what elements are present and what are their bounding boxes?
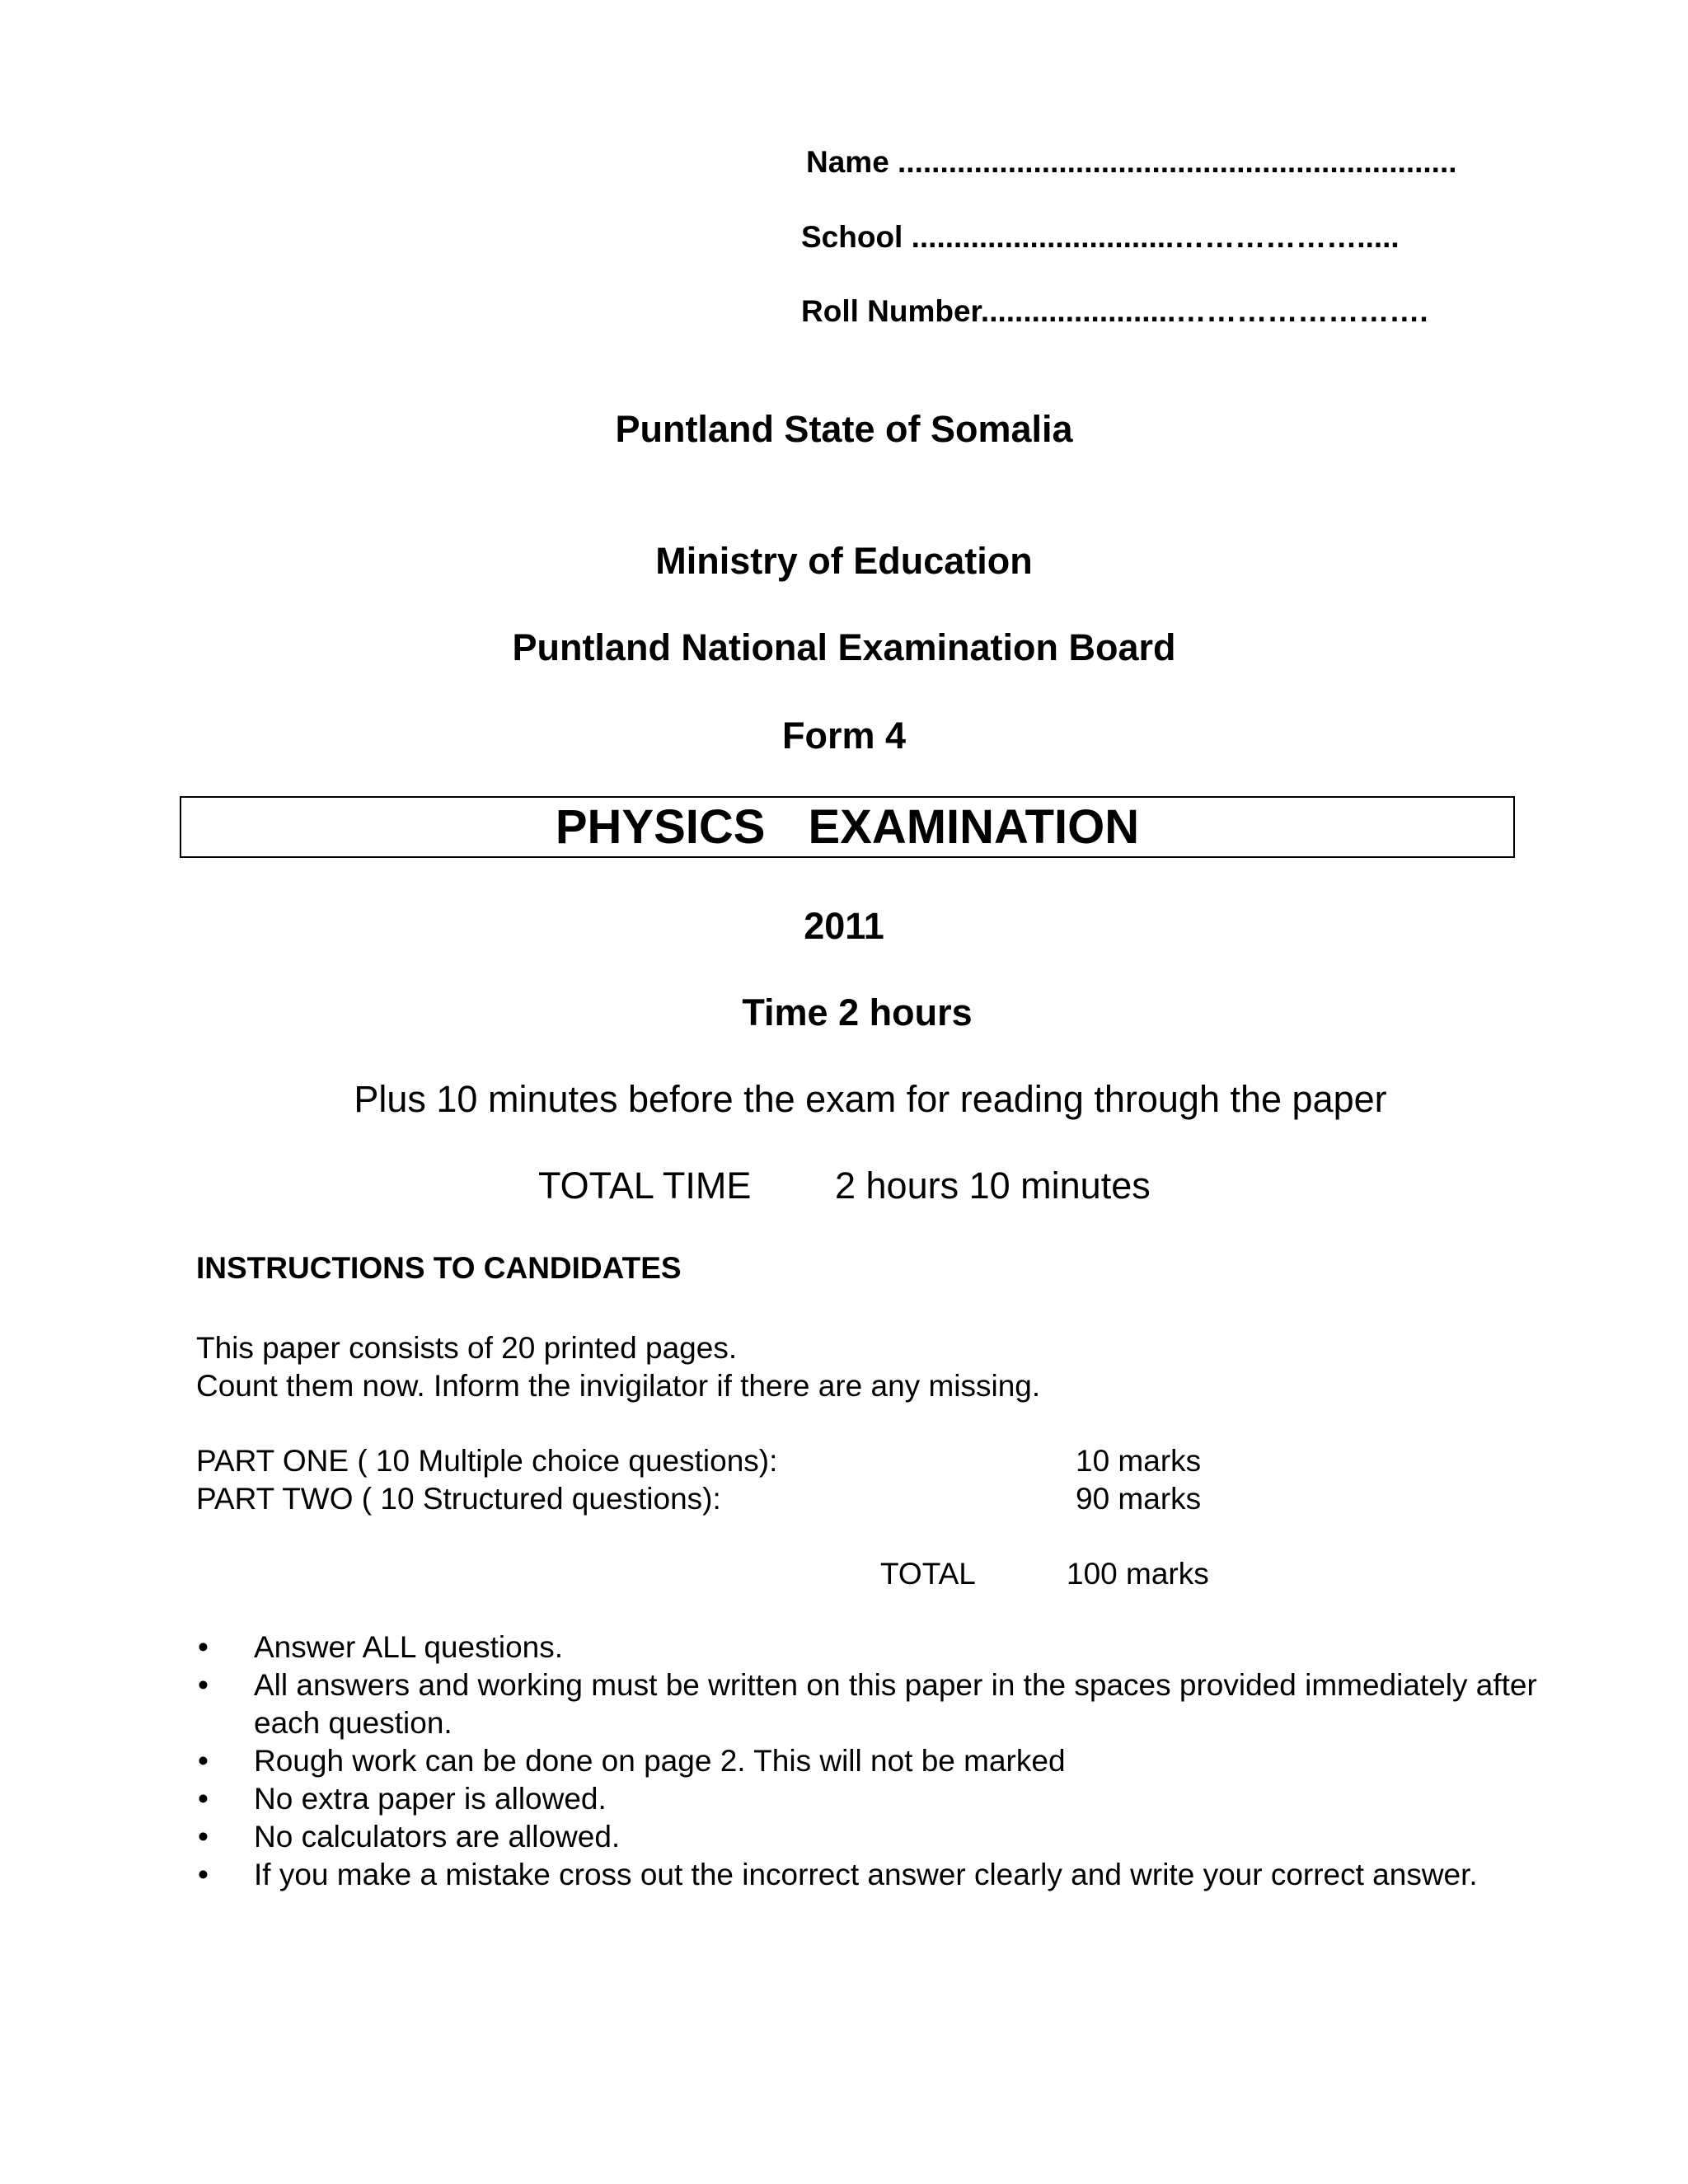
instructions-pages-line: This paper consists of 20 printed pages.	[196, 1331, 738, 1365]
total-time-value: 2 hours 10 minutes	[835, 1165, 1151, 1207]
state-heading: Puntland State of Somalia	[615, 408, 1073, 450]
exam-title-subject: PHYSICS	[555, 800, 766, 854]
total-time-label: TOTAL TIME	[538, 1165, 752, 1207]
roll-number-field: Roll Number.......................…………………….	[801, 294, 1428, 328]
list-item: • If you make a mistake cross out the incorrect answer clearly and write your correct answer.	[196, 1856, 1556, 1894]
exam-title-box	[180, 796, 1515, 858]
total-marks-label: TOTAL	[880, 1557, 976, 1591]
list-item: • No extra paper is allowed.	[196, 1780, 1556, 1818]
part-one-label: PART ONE ( 10 Multiple choice questions):	[196, 1444, 778, 1478]
exam-duration: Time 2 hours	[742, 991, 973, 1033]
part-two-marks: 90 marks	[1076, 1482, 1202, 1516]
total-marks-value: 100 marks	[1067, 1557, 1209, 1591]
form-heading: Form 4	[781, 715, 907, 757]
exam-year: 2011	[804, 905, 884, 947]
ministry-heading: Ministry of Education	[655, 540, 1033, 582]
list-item: • Answer ALL questions.	[196, 1629, 1556, 1666]
board-heading: Puntland National Examination Board	[512, 626, 1176, 668]
list-item: • All answers and working must be written on this paper in the spaces provided immediately after each question.	[196, 1666, 1556, 1742]
exam-title-word: EXAMINATION	[808, 800, 1140, 854]
instructions-heading: INSTRUCTIONS TO CANDIDATES	[196, 1251, 682, 1285]
part-one-marks: 10 marks	[1076, 1444, 1202, 1478]
school-field: School ...............................……………….....	[801, 220, 1400, 254]
instruction-bullet-list	[196, 1629, 1556, 1894]
list-item: • No calculators are allowed.	[196, 1818, 1556, 1856]
name-field: Name ..................................................................	[806, 145, 1457, 179]
part-two-label: PART TWO ( 10 Structured questions):	[196, 1482, 721, 1516]
list-item: • Rough work can be done on page 2. This will not be marked	[196, 1742, 1556, 1780]
instructions-count-line: Count them now. Inform the invigilator if there are any missing.	[196, 1369, 1041, 1403]
reading-time-note: Plus 10 minutes before the exam for reading through the paper	[354, 1078, 1387, 1120]
